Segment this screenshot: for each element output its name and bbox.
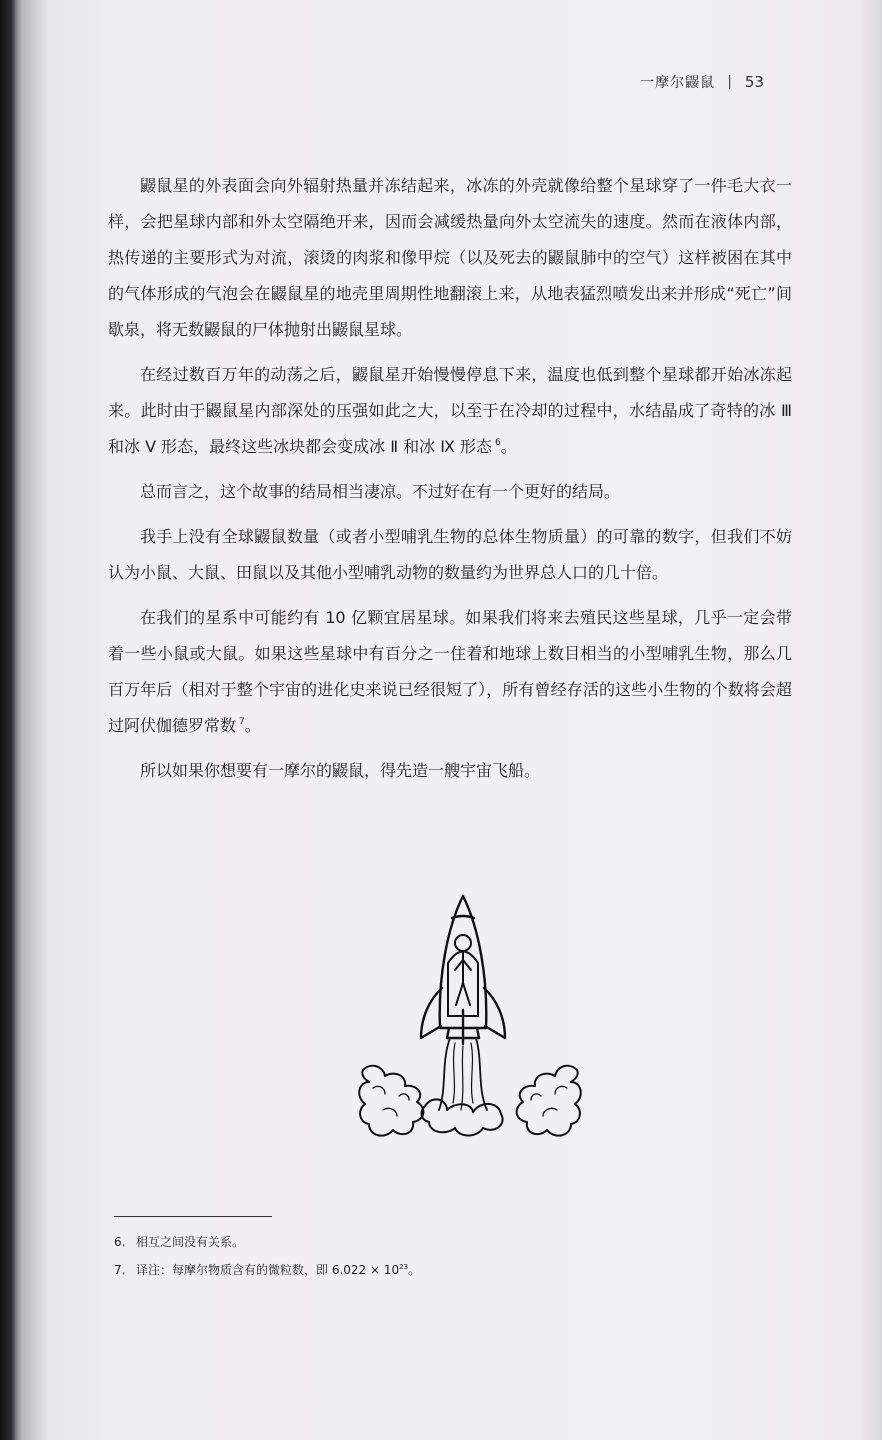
footnote-exponent: 23: [399, 1263, 409, 1271]
footnote: [114, 1228, 714, 1256]
header-separator: |: [727, 74, 733, 90]
paragraph-text: 鼹鼠星的外表面会向外辐射热量并冻结起来，冰冻的外壳就像给整个星球穿了一件毛大衣一样，会把星球内部和外太空隔绝开来，因而会减缓热量向外太空流失的速度。然而在液体内部，热传递的主要形式为对流，滚烫的肉浆和像甲烷（以及死去的鼹鼠肺中的空气）这样被困在其中的气体形成的气泡会在鼹鼠星的地壳里周期性地翻滚上来，从地表猛烈喷发出来并形成“死亡”间歇泉，将无数鼹鼠的尸体抛射出鼹鼠星球。: [108, 176, 792, 339]
paragraph: [108, 600, 792, 744]
footnote-text: 相互之间没有关系。: [136, 1235, 245, 1249]
footnote-ref: 7: [239, 717, 245, 727]
smoke-right: [517, 1066, 581, 1136]
body-text: [108, 168, 792, 798]
paragraph-text: 我手上没有全球鼹鼠数量（或者小型哺乳生物的总体生物质量）的可靠的数字，但我们不妨认为小鼠、大鼠、田鼠以及其他小型哺乳动物的数量约为世界总人口的几十倍。: [108, 527, 792, 582]
footnote: [114, 1256, 714, 1284]
page-number: 53: [744, 73, 764, 91]
footnote-divider: [114, 1216, 272, 1217]
paragraph: [108, 753, 792, 789]
paragraph-tail: 。: [244, 716, 261, 735]
footnotes: [114, 1228, 714, 1284]
smoke-left: [359, 1066, 423, 1136]
footnote-number: 7.: [114, 1263, 126, 1277]
paragraph: [108, 519, 792, 591]
paragraph-text: 总而言之，这个故事的结局相当凄凉。不过好在有一个更好的结局。: [140, 482, 621, 501]
footnote-ref: 6: [495, 438, 501, 448]
rocket-launch-drawing: [355, 888, 585, 1148]
footnote-tail: 。: [408, 1263, 421, 1277]
paragraph: [108, 168, 792, 348]
footnote-number: 6.: [114, 1235, 126, 1249]
running-title: 一摩尔鼹鼠: [640, 75, 716, 91]
spine-shadow: [0, 0, 16, 1440]
paragraph: [108, 357, 792, 465]
footnote-text: 译注：每摩尔物质含有的微粒数，即 6.022 × 10: [136, 1263, 400, 1277]
paragraph-tail: 。: [500, 437, 517, 456]
paragraph-text: 所以如果你想要有一摩尔的鼹鼠，得先造一艘宇宙飞船。: [140, 761, 541, 780]
paragraph: [108, 474, 792, 510]
running-header: [640, 72, 764, 92]
paragraph-text: 在经过数百万年的动荡之后，鼹鼠星开始慢慢停息下来，温度也低到整个星球都开始冰冻起来。此时由于鼹鼠星内部深处的压强如此之大，以至于在冷却的过程中，水结晶成了奇特的冰 Ⅲ 和冰 Ⅴ 形态，最终这些冰块都会变成冰 Ⅱ 和冰 Ⅸ 形态: [108, 365, 792, 456]
paragraph-text: 在我们的星系中可能约有 10 亿颗宜居星球。如果我们将来去殖民这些星球，几乎一定会带着一些小鼠或大鼠。如果这些星球中有百分之一住着和地球上数目相当的小型哺乳生物，那么几百万年后（相对于整个宇宙的进化史来说已经很短了），所有曾经存活的这些小生物的个数将会超过阿伏伽德罗常数: [108, 608, 792, 735]
